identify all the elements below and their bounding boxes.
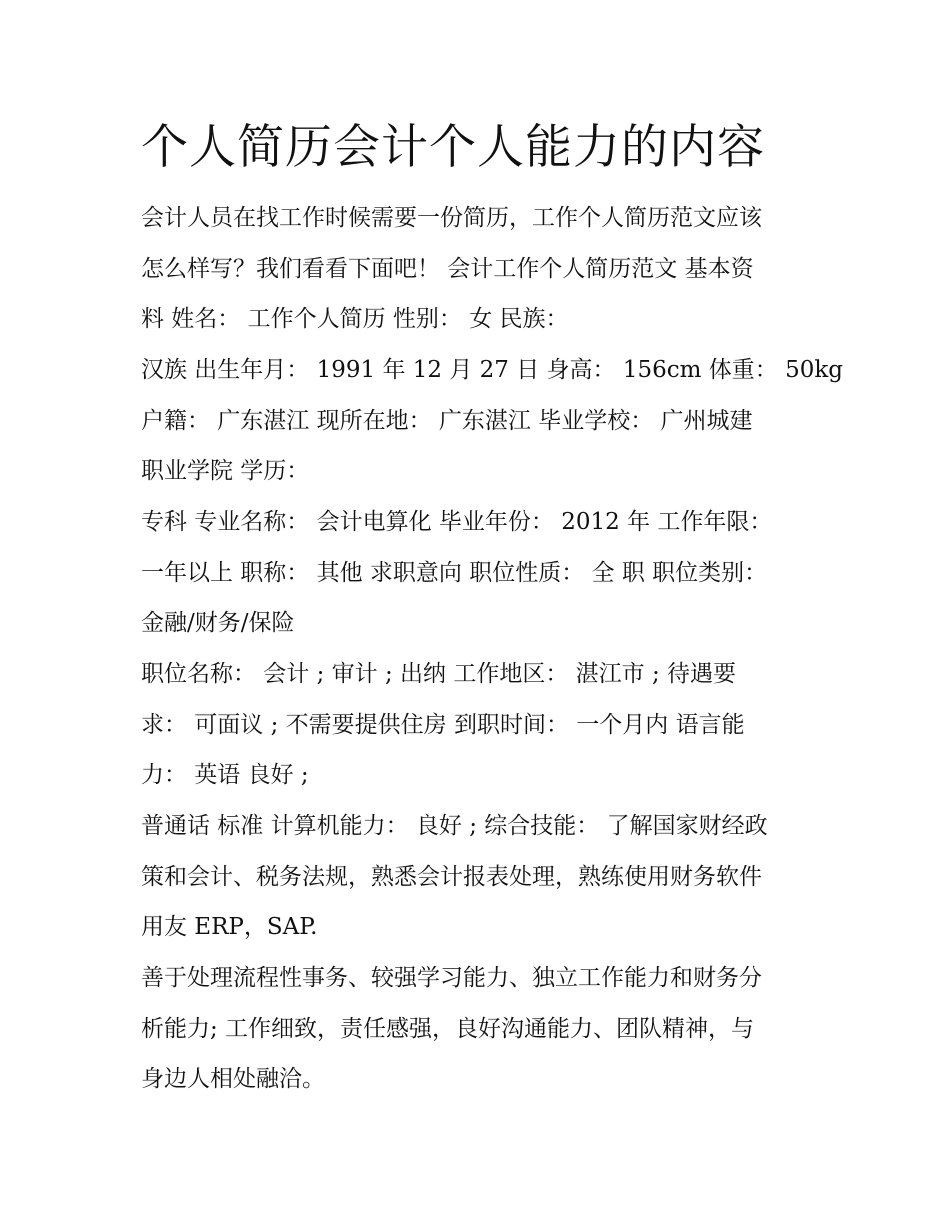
body-line-2: 怎么样写？我们看看下面吧！ 会计工作个人简历范文 基本资 (141, 256, 754, 282)
body-line-13: 普通话 标准 计算机能力： 良好 ; 综合技能： 了解国家财经政 (141, 813, 768, 839)
page-title: 个人简历会计个人能力的内容 (141, 120, 765, 175)
body-line-14: 策和会计、税务法规，熟悉会计报表处理，熟练使用财务软件 (141, 864, 762, 890)
body-line-1: 会计人员在找工作时候需要一份简历，工作个人简历范文应该 (141, 205, 762, 231)
body-line-8: 一年以上 职称： 其他 求职意向 职位性质： 全 职 职位类别： (141, 560, 768, 586)
body-line-4: 汉族 出生年月： 1991 年 12 月 27 日 身高： 156cm 体重： 50kg (141, 357, 844, 383)
body-line-3: 料 姓名： 工作个人简历 性别： 女 民族： (141, 306, 569, 332)
body-line-17: 析能力; 工作细致，责任感强，良好沟通能力、团队精神，与 (141, 1016, 755, 1042)
body-line-6: 职业学院 学历： (141, 458, 310, 484)
body-line-12: 力： 英语 良好 ; (141, 762, 309, 788)
body-line-9: 金融/财务/保险 (141, 610, 295, 636)
body-line-7: 专科 专业名称： 会计电算化 毕业年份： 2012 年 工作年限： (141, 509, 773, 535)
body-line-16: 善于处理流程性事务、较强学习能力、独立工作能力和财务分 (141, 965, 762, 991)
body-line-11: 求： 可面议 ; 不需要提供住房 到职时间： 一个月内 语言能 (141, 712, 745, 738)
body-line-18: 身边人相处融洽。 (141, 1066, 325, 1092)
body-line-15: 用友 ERP，SAP. (141, 914, 318, 940)
body-line-10: 职位名称： 会计 ; 审计 ; 出纳 工作地区： 湛江市 ; 待遇要 (141, 661, 737, 687)
body-line-5: 户籍： 广东湛江 现所在地： 广东湛江 毕业学校： 广州城建 (141, 408, 753, 434)
